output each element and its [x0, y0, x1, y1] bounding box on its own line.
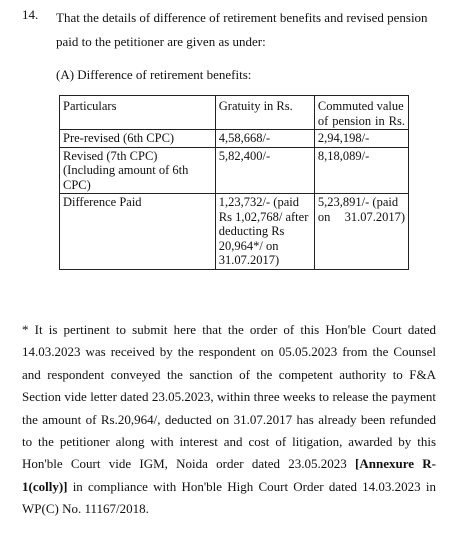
- header-gratuity: Gratuity in Rs.: [215, 96, 314, 130]
- cell-gratuity: 4,58,668/-: [215, 130, 314, 148]
- cell-particulars: Difference Paid: [60, 194, 216, 270]
- paragraph-text: That the details of difference of retirement benefits and revised pension paid to the petitioner are given as under:: [56, 10, 428, 49]
- cell-commuted: 8,18,089/-: [314, 147, 408, 194]
- table-row: [60, 130, 409, 148]
- retirement-benefits-table: [59, 95, 409, 270]
- footnote-text: * It is pertinent to submit here that the order of this Hon'ble Court dated 14.03.2023 was received by the respondent on 05.05.2023 from the Counsel and respondent conveyed the sanction of the competent authority to F&A Section vide letter dated 23.05.2023, within three weeks to release the payment the amount of Rs.20,964/, deducted on 31.07.2017 has already been refunded to the petitioner along with interest and cost of litigation, awarded by this Hon'ble Court vide IGM, Noida order dated 23.05.2023: [22, 322, 436, 472]
- annexure-reference: [Annexure R-1(colly)]: [22, 456, 437, 494]
- footnote-paragraph: [22, 319, 436, 521]
- cell-gratuity: 5,82,400/-: [215, 147, 314, 194]
- cell-commuted: 2,94,198/-: [314, 130, 408, 148]
- section-heading: (A) Difference of retirement benefits:: [56, 67, 252, 82]
- table-row: [60, 194, 409, 270]
- header-particulars: Particulars: [60, 96, 216, 130]
- footnote-text-end: in compliance with Hon'ble High Court Order dated 14.03.2023 in WP(C) No. 11167/2018.: [22, 478, 436, 517]
- header-commuted: Commuted value of pension in Rs.: [314, 96, 408, 130]
- cell-commuted: 5,23,891/- (paid on 31.07.2017): [314, 194, 408, 270]
- paragraph-number: 14.: [22, 7, 39, 22]
- cell-particulars: Revised (7th CPC) (Including amount of 6th CPC): [60, 147, 216, 194]
- cell-particulars: Pre-revised (6th CPC): [60, 130, 216, 148]
- cell-gratuity: 1,23,732/- (paid Rs 1,02,768/ after deducting Rs 20,964*/ on 31.07.2017): [215, 194, 314, 270]
- table-header-row: [60, 96, 409, 130]
- table-row: [60, 147, 409, 194]
